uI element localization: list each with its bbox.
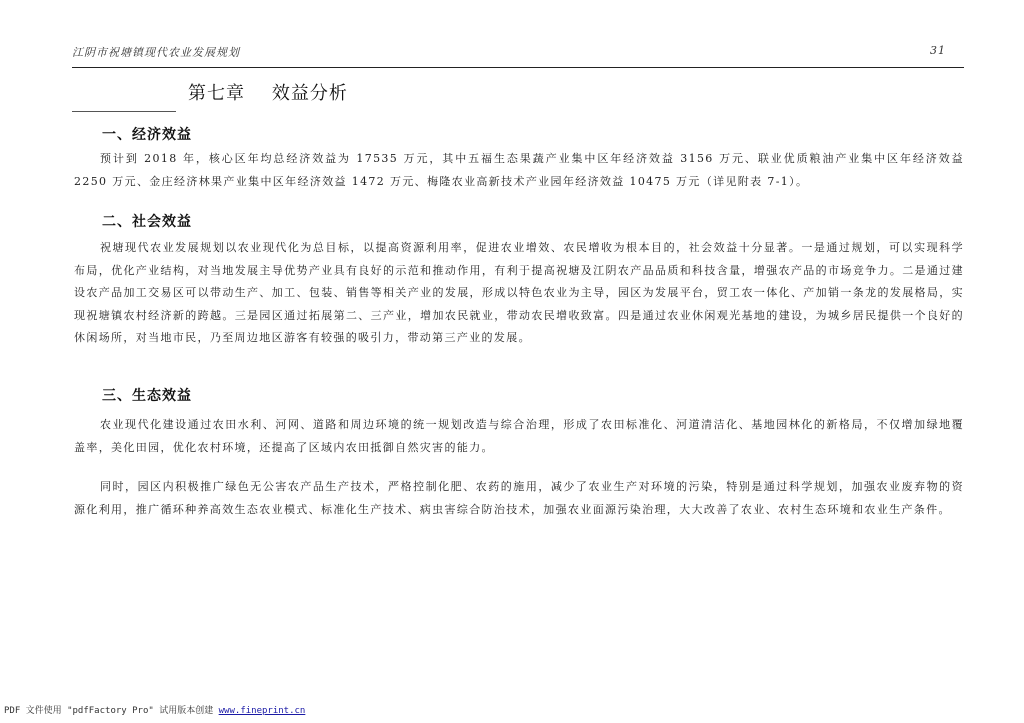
chapter-title: 第七章 效益分析 [188,83,348,104]
page-header [72,44,964,64]
section-heading-economic: 一、经济效益 [102,127,192,143]
running-header-title: 江阴市祝塘镇现代农业发展规划 [72,46,240,59]
section-heading-ecological: 三、生态效益 [102,388,192,404]
pdf-footer [4,703,305,716]
page-number: 31 [930,44,946,57]
footer-link[interactable]: www.fineprint.cn [218,706,306,716]
paragraph-ecological-2: 同时，园区内积极推广绿色无公害农产品生产技术，严格控制化肥、农药的施用，减少了农业生产对环境的污染，特别是通过科学规划，加强农业废弃物的资源化利用，推广循环种养高效生态农业模式、标准化生产技术、病虫害综合防治技术，加强农业面源污染治理，大大改善了农业、农村生态环境和农业生产条件。 [74,480,964,516]
paragraph-economic: 预计到 2018 年，核心区年均总经济效益为 17535 万元，其中五福生态果蔬产业集中区年经济效益 3156 万元、联业优质粮油产业集中区年经济效益 2250 万元、金庄经济林果产业集中区年经济效益 1472 万元、梅隆农业高新技术产业园年经济效益 10475 万元（详见附表 7-1）。 [74,152,964,188]
chapter-underline [72,111,176,112]
header-rule [72,67,964,68]
paragraph-ecological-1: 农业现代化建设通过农田水利、河网、道路和周边环境的统一规划改造与综合治理，形成了农田标准化、河道清洁化、基地园林化的新格局，不仅增加绿地覆盖率，美化田园，优化农村环境，还提高了区域内农田抵御自然灾害的能力。 [74,418,964,454]
paragraph-social: 祝塘现代农业发展规划以农业现代化为总目标，以提高资源利用率，促进农业增效、农民增收为根本目的，社会效益十分显著。一是通过规划，可以实现科学布局，优化产业结构，对当地发展主导优势产业具有良好的示范和推动作用，有利于提高祝塘及江阴农产品品质和科技含量，增强农产品的市场竞争力。二是通过建设农产品加工交易区可以带动生产、加工、包装、销售等相关产业的发展，形成以特色农业为主导，园区为发展平台，贸工农一体化、产加销一条龙的发展格局，实现祝塘镇农村经济新的跨越。三是园区通过拓展第二、三产业，增加农民就业，带动农民增收致富。四是通过农业休闲观光基地的建设，为城乡居民提供一个良好的休闲场所，对当地市民，乃至周边地区游客有较强的吸引力，带动第三产业的发展。 [74,241,964,345]
footer-text: PDF 文件使用 "pdfFactory Pro" 试用版本创建 [4,706,219,716]
section-heading-social: 二、社会效益 [102,214,192,230]
